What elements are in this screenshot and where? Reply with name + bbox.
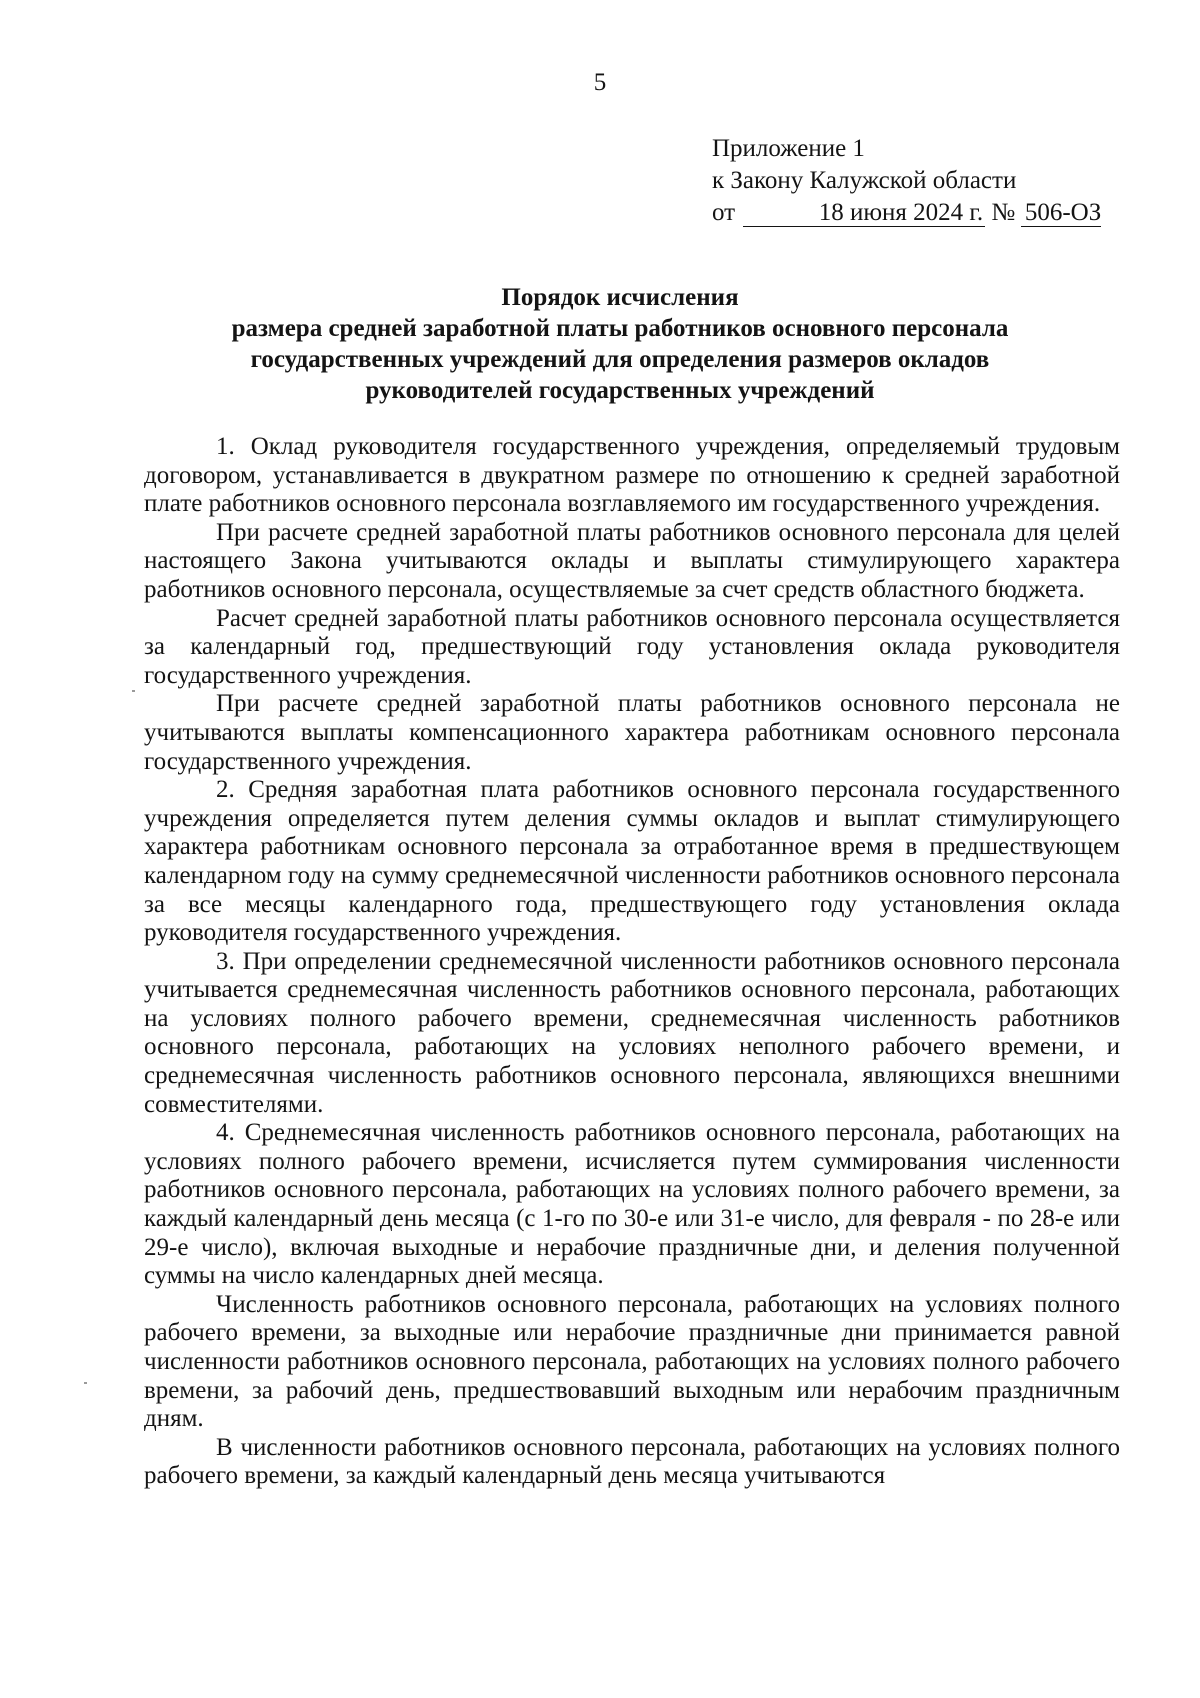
appendix-date-line bbox=[712, 197, 1101, 229]
from-label: от bbox=[712, 199, 736, 226]
page-number: 5 bbox=[593, 69, 607, 96]
paragraph-2: При расчете средней заработной платы работников основного персонала для целей настоящего Закона учитываются оклады и выплаты стимулирующего характера работников основного персонала, осуществляемые за счет средств областного бюджета. bbox=[144, 518, 1120, 603]
number-label: № bbox=[991, 199, 1016, 226]
document-title bbox=[120, 282, 1120, 406]
paragraph-4: При расчете средней заработной платы работников основного персонала не учитываются выплаты компенсационного характера работникам основного персонала государственного учреждения. bbox=[144, 690, 1120, 775]
title-line-2: размера средней заработной платы работников основного персонала bbox=[231, 315, 1009, 342]
paragraph-3: Расчет средней заработной платы работников основного персонала осуществляется за календарный год, предшествующий году установления оклада руководителя государственного учреждения. bbox=[144, 604, 1120, 689]
title-line-4: руководителей государственных учреждений bbox=[365, 377, 875, 404]
paragraph-6: 3. При определении среднемесячной численности работников основного персонала учитывается среднемесячная численность работников основного персонала, работающих на условиях полного рабочего времени, среднемесячная численность работников основного персонала, работающих на условиях неполного рабочего времени, и среднемесячная численность работников основного персонала, являющихся внешними совместителями. bbox=[144, 947, 1120, 1118]
law-number: 506-ОЗ bbox=[1021, 200, 1101, 227]
paragraph-7: 4. Среднемесячная численность работников основного персонала, работающих на условиях полного рабочего времени, исчисляется путем суммирования численности работников основного персонала, работающих на условиях полного рабочего времени, за каждый календарный день месяца (с 1-го по 30-е или 31-е число, для февраля - по 28-е или 29-е число), включая выходные и нерабочие праздничные дни, и деления полученной суммы на число календарных дней месяца. bbox=[144, 1119, 1120, 1290]
scan-speck bbox=[84, 1382, 87, 1384]
paragraph-5: 2. Средняя заработная плата работников основного персонала государственного учреждения определяется путем деления суммы окладов и выплат стимулирующего характера работникам основного персонала за отработанное время в предшествующем календарном году на сумму среднемесячной численности работников основного персонала за все месяцы календарного года, предшествующего году установления оклада руководителя государственного учреждения. bbox=[144, 776, 1120, 947]
scan-speck bbox=[132, 690, 135, 692]
title-line-3: государственных учреждений для определения размеров окладов bbox=[250, 346, 990, 373]
paragraph-9: В численности работников основного персонала, работающих на условиях полного рабочего времени, за каждый календарный день месяца учитываются bbox=[144, 1433, 1120, 1490]
title-line-1: Порядок исчисления bbox=[501, 284, 739, 311]
paragraph-8: Численность работников основного персонала, работающих на условиях полного рабочего времени, за выходные или нерабочие праздничные дни принимается равной численности работников основного персонала, работающих на условиях полного рабочего времени, за рабочий день, предшествовавший выходным или нерабочим праздничным дням. bbox=[144, 1290, 1120, 1433]
document-body bbox=[144, 433, 1120, 1491]
appendix-law-reference: к Закону Калужской области bbox=[712, 167, 1017, 194]
law-date: 18 июня 2024 г. bbox=[743, 200, 985, 227]
appendix-header bbox=[712, 133, 1101, 229]
paragraph-1: 1. Оклад руководителя государственного учреждения, определяемый трудовым договором, устанавливается в двукратном размере по отношению к средней заработной плате работников основного персонала возглавляемого им государственного учреждения. bbox=[144, 433, 1120, 518]
appendix-title: Приложение 1 bbox=[712, 135, 865, 162]
